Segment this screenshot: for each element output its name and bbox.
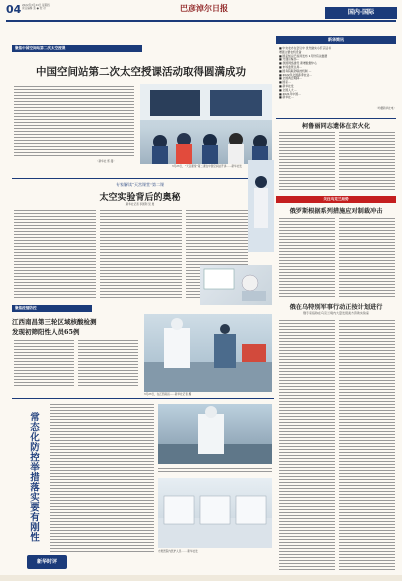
ukraine-col1	[279, 218, 335, 298]
feature-photo	[200, 265, 272, 305]
brief-item: ■ 国家…	[279, 80, 291, 85]
brief-item: ■ 国家知识产权局发布 1月份有关数据	[279, 53, 328, 58]
lead-byline: （新华社 郑 漫）	[96, 160, 116, 163]
feature-rule	[12, 178, 272, 179]
right-story-col2	[339, 132, 395, 190]
feature-body-col2	[100, 210, 182, 298]
issue-editor: 责任编辑 张 ● 校 对	[22, 7, 46, 11]
covid-headline-2: 发现初筛阳性人员65例	[12, 328, 80, 336]
page-footer	[0, 575, 402, 581]
covid-photo	[144, 314, 272, 392]
covid-tag: 聚焦疫情防控	[12, 305, 92, 312]
bottom-photo-1-caption	[158, 468, 272, 474]
lab-illustration	[200, 265, 272, 305]
feature-kicker: 专家解读“天宫课堂”第二课	[115, 182, 165, 187]
feature-side-photo	[248, 160, 274, 252]
astronaut-illustration	[248, 160, 274, 252]
header-rule	[6, 20, 396, 22]
ukraine-subhead-2: 俄专家指称在乌克兰境内大量发现美方资助实验室	[302, 311, 369, 315]
feature-body-col1	[14, 210, 96, 298]
feature-headline: 太空实验背后的奥秘	[99, 193, 181, 203]
brief-item: ■ 市场监管总局…	[279, 64, 303, 69]
brief-item: ■ 2022年全国春季农业…	[279, 72, 313, 77]
covid-col2	[78, 340, 138, 388]
page-number: 04	[6, 3, 22, 16]
right-rule-1	[276, 118, 396, 119]
brief-item: ■ 全国人大…	[279, 87, 297, 92]
bottom-photo-2-caption: 方舱医院内医护人员…… 新华社发	[158, 550, 198, 553]
right-story-col1	[279, 132, 335, 190]
briefs-title: 新华简讯	[276, 36, 396, 44]
classroom-illustration	[140, 84, 272, 164]
feature-byline: 新华社记者 李国利 吴 晨	[125, 203, 155, 206]
ukraine-col4	[339, 320, 395, 570]
bottom-photo-1	[158, 404, 272, 464]
ukraine-headline-2: 俄在乌特别军事行动正按计划进行	[289, 304, 383, 311]
brief-item: ■ 我国网络建设 新增数据中心	[279, 61, 317, 66]
covid-photo-caption: 3月23日，在江西南昌……新华社记者 摄	[144, 393, 192, 396]
editorial-rule	[12, 398, 274, 399]
lead-photo-caption: 3月23日，“天宫课堂”第二课在中国空间站开讲……新华社发	[172, 165, 242, 168]
right-story-headline: 柯鲁丽同志遗体在京火化	[301, 123, 371, 130]
covid-col1	[14, 340, 74, 388]
issue-meta	[22, 4, 82, 10]
editorial-body	[50, 404, 154, 554]
ukraine-headline: 俄罗斯根据系列措施应对制裁冲击	[289, 208, 383, 215]
editorial-vertical-title: 常态化防控举措落实要有刚性	[28, 412, 39, 542]
brief-item: ■ 交通运输部…	[279, 57, 300, 62]
issue-date: 2022年3月24日 星期四	[22, 4, 50, 7]
brief-item: ■ 全国两会期间…	[279, 76, 303, 81]
paper-name: 巴彦淖尔日报	[180, 3, 228, 13]
lead-tag: 聚焦中国空间站第二次太空授课	[12, 45, 142, 52]
paper-masthead	[180, 3, 228, 14]
bottom-photo-2	[158, 478, 272, 548]
brief-item: ■ 国务院联防联控机制 …	[279, 68, 312, 73]
editorial-logo: 新华时评	[27, 555, 67, 569]
brief-item: ■ 2021年中国…	[279, 91, 301, 96]
section-banner: 国内·国际	[325, 7, 397, 19]
shelter-illustration	[158, 478, 272, 548]
testing-illustration	[144, 314, 272, 392]
briefs-source: （均据新华社电）	[375, 107, 396, 110]
briefs-list	[279, 47, 395, 100]
covid-headline: 江西南昌第三轮区域核酸检测	[12, 318, 97, 326]
brief-item: 增强主要农机设备	[279, 49, 302, 54]
medic-illustration	[158, 404, 272, 464]
brief-item: ■ 新华社发	[279, 83, 294, 88]
lead-body-text	[14, 86, 134, 158]
ukraine-col2	[339, 218, 395, 298]
lead-headline: 中国空间站第二次太空授课活动取得圆满成功	[36, 66, 246, 78]
brief-item: ■ 中央农办在会议中 优先做实小打宗证书	[279, 46, 331, 50]
ukraine-tag: 关注乌克兰局势	[276, 196, 396, 203]
ukraine-col3	[279, 320, 335, 570]
brief-item: ■ 新华社…	[279, 95, 294, 100]
lead-photo	[140, 84, 272, 164]
